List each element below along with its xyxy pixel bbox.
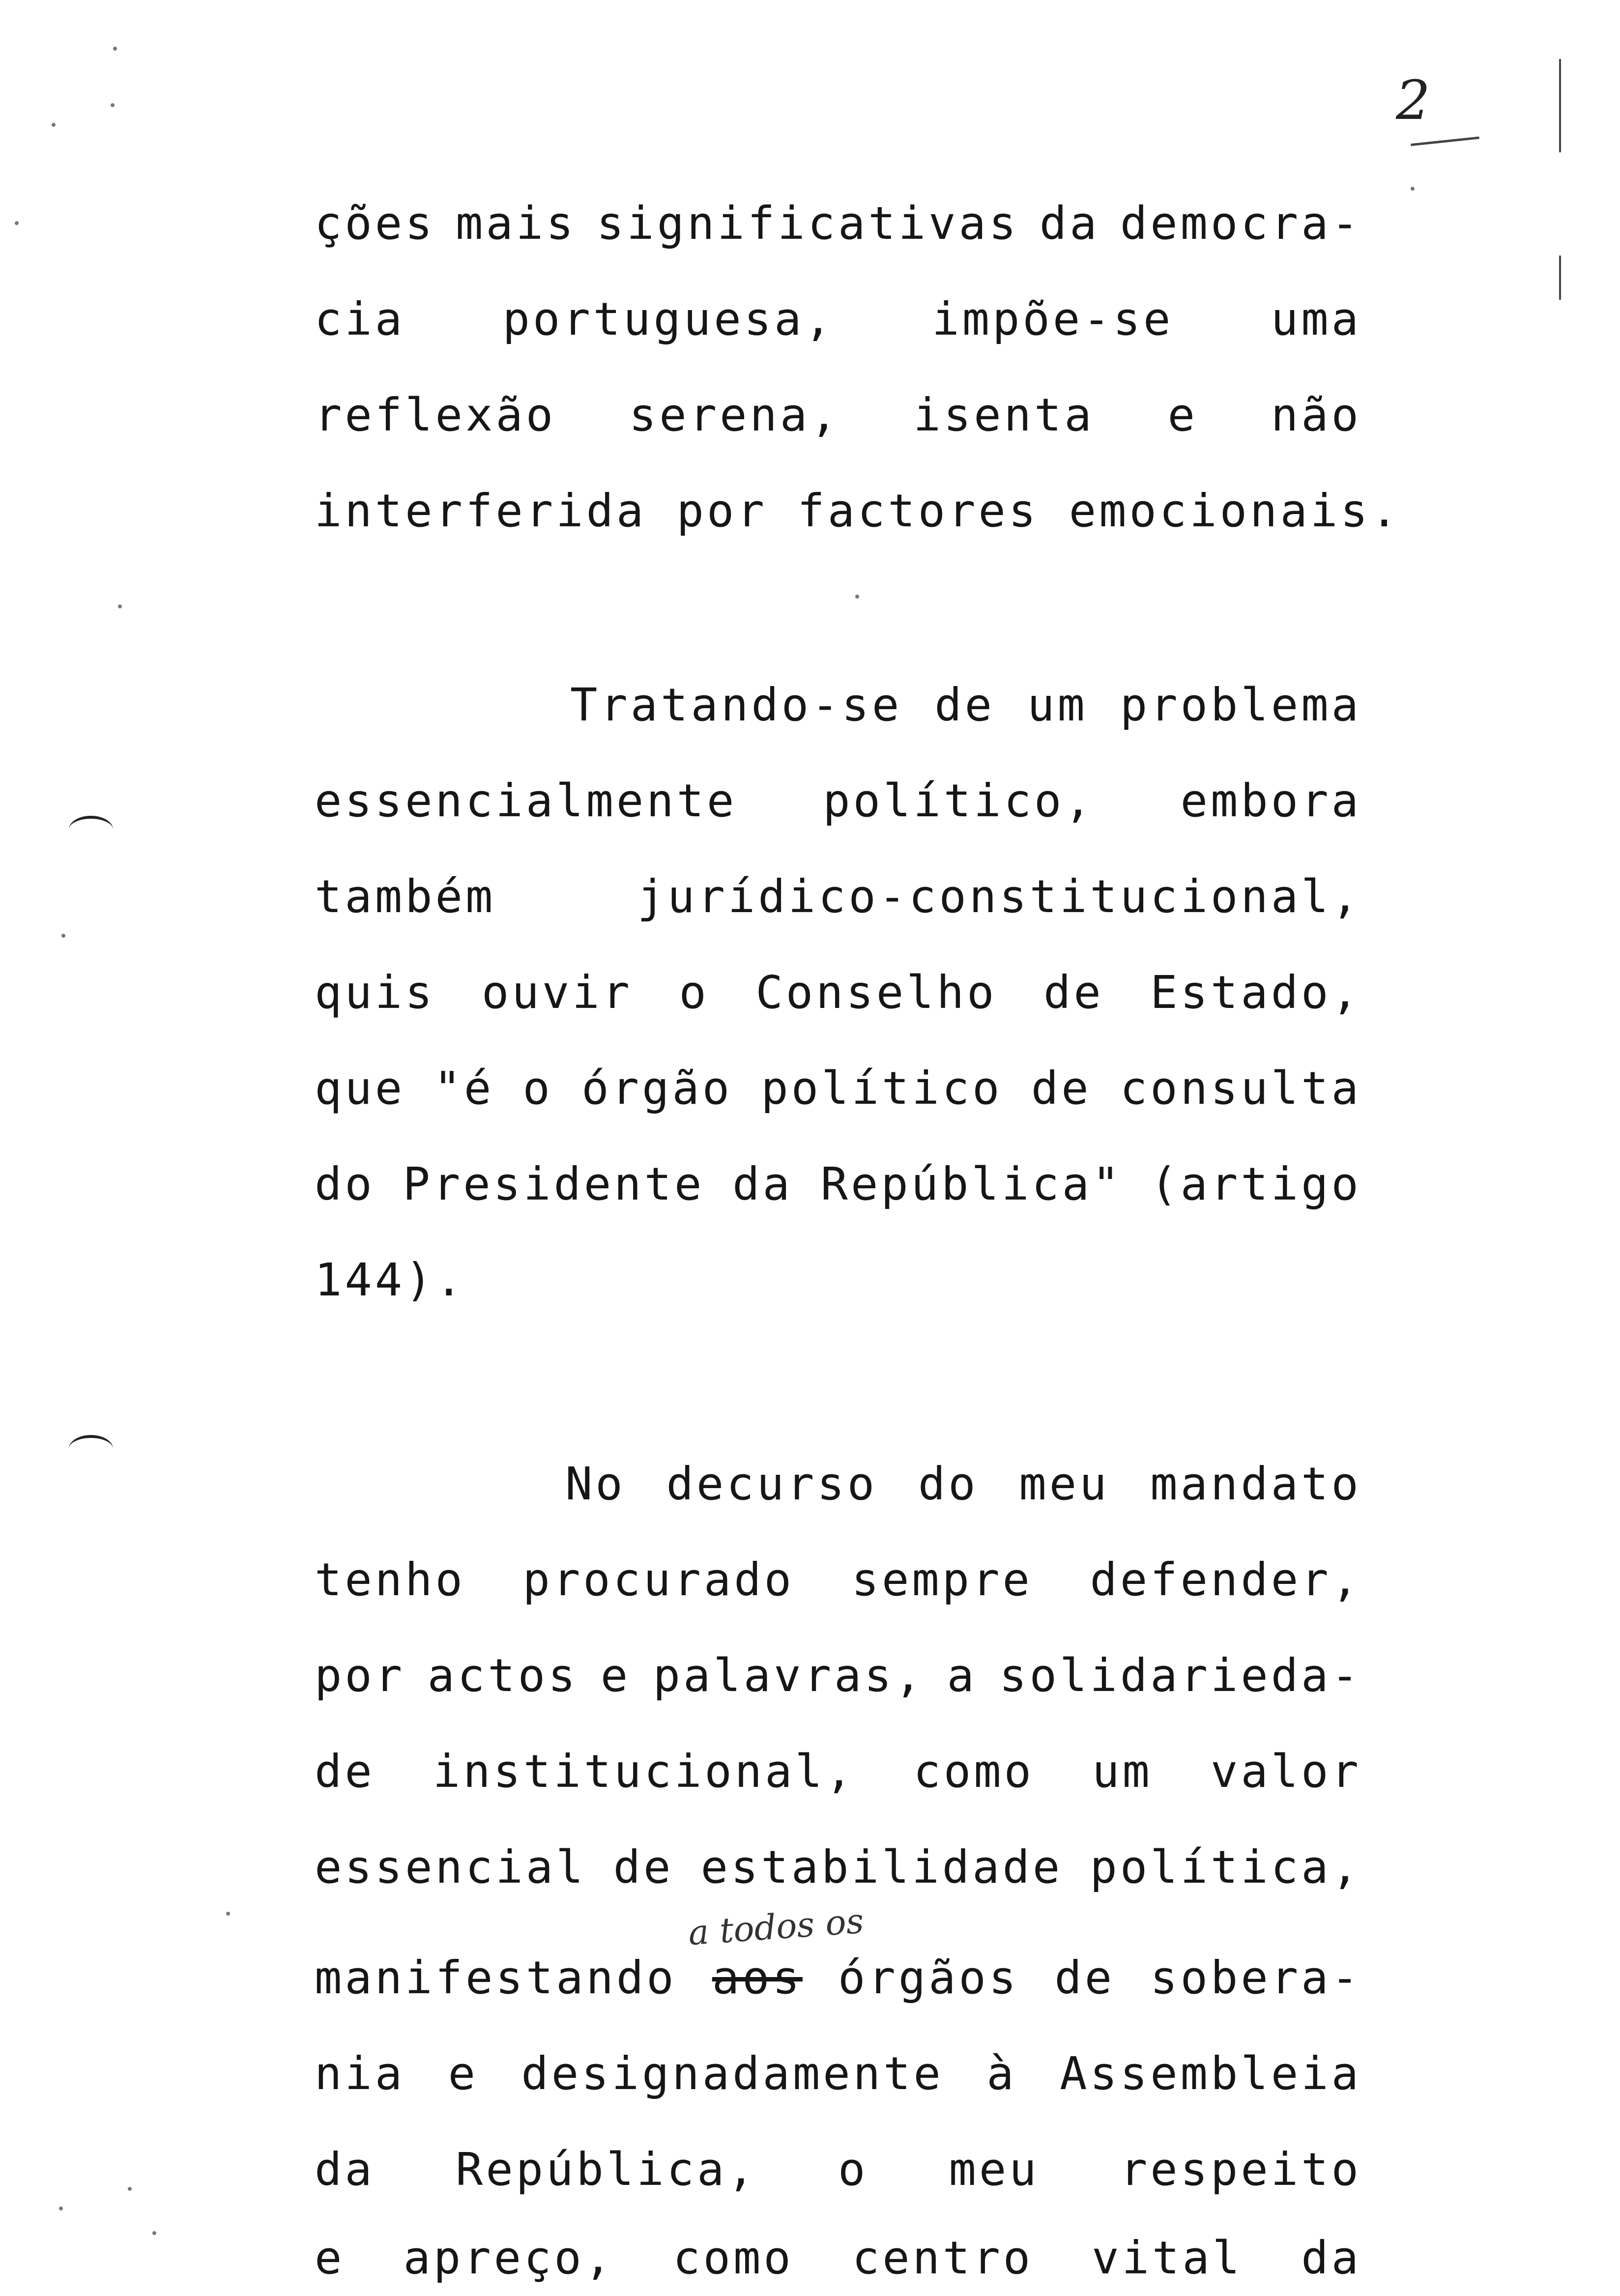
scan-speck: [855, 595, 859, 599]
word: ouvir: [482, 966, 633, 1019]
word: do: [918, 1458, 979, 1510]
word: e: [600, 1649, 631, 1702]
word: da: [315, 2143, 375, 2196]
word: do: [315, 1158, 375, 1210]
word: procurado: [522, 1553, 795, 1606]
text-line: [315, 287, 1361, 351]
word: apreço,: [403, 2232, 615, 2284]
word: Assembleia: [1060, 2047, 1361, 2100]
word: defender,: [1090, 1553, 1361, 1606]
text-line: [315, 1057, 1361, 1120]
text-line: [570, 673, 1361, 737]
word: actos: [427, 1649, 579, 1702]
word: cia: [315, 293, 405, 345]
scan-speck: [15, 221, 19, 225]
word: Tratando-se: [570, 679, 902, 731]
text-line: [315, 479, 1401, 543]
word: por: [315, 1649, 405, 1702]
word: 144).: [315, 1254, 465, 1306]
scan-speck: [61, 934, 65, 938]
word: jurídico-constitucional,: [637, 870, 1361, 923]
word: No: [565, 1458, 626, 1510]
word: quis: [315, 966, 435, 1019]
word: problema: [1120, 679, 1361, 731]
margin-arc: [69, 816, 113, 843]
text-line: [565, 1452, 1361, 1516]
word: de: [315, 1745, 375, 1798]
word: como: [913, 1745, 1035, 1798]
word: um: [1092, 1745, 1153, 1798]
word: o: [838, 2143, 868, 2196]
word: de: [1043, 966, 1104, 1019]
word: República,: [455, 2143, 757, 2196]
word: que: [315, 1062, 405, 1115]
word: serena,: [629, 389, 840, 441]
text-line: [315, 1836, 1361, 1899]
scan-speck: [113, 47, 117, 51]
word: sempre: [851, 1553, 1033, 1606]
scan-speck: [52, 123, 56, 127]
word: portuguesa,: [502, 293, 835, 345]
text-line: [315, 961, 1361, 1025]
text-line: [315, 2226, 1361, 2290]
word: interferida por factores emocionais.: [315, 485, 1401, 537]
word: de: [1031, 1062, 1092, 1115]
word: aos: [712, 1952, 803, 2004]
word: como: [673, 2232, 794, 2284]
word: Presidente: [403, 1158, 705, 1210]
word: ções: [315, 197, 435, 250]
text-line: [315, 2042, 1361, 2106]
word: decurso: [666, 1458, 878, 1510]
word: também: [315, 870, 496, 923]
word: uma: [1271, 293, 1361, 345]
word: institucional,: [433, 1745, 856, 1798]
word: centro: [852, 2232, 1034, 2284]
text-line: [315, 769, 1361, 833]
word: vital: [1092, 2232, 1243, 2284]
word: solidarieda-: [999, 1649, 1361, 1702]
word: órgãos: [838, 1952, 1019, 2004]
text-line: [315, 1548, 1361, 1612]
text-line: [315, 383, 1361, 447]
text-line: [315, 1644, 1361, 1708]
word: palavras,: [653, 1649, 925, 1702]
page-number: 2: [1396, 69, 1430, 132]
word: e: [1167, 389, 1198, 441]
edge-mark: [1559, 59, 1561, 152]
word: o: [522, 1062, 553, 1115]
word: "é: [434, 1062, 494, 1115]
word: mais: [455, 197, 577, 250]
handwritten-annotation: a todos os: [687, 1900, 865, 1953]
word: nia: [315, 2047, 405, 2100]
word: mandato: [1150, 1458, 1361, 1510]
word: de: [613, 1841, 674, 1894]
text-line: [315, 2138, 1361, 2202]
margin-arc: [69, 1435, 113, 1463]
word: Conselho: [755, 966, 997, 1019]
word: e: [315, 2232, 345, 2284]
scan-speck: [226, 1912, 230, 1916]
scan-speck: [59, 2207, 63, 2210]
scan-speck: [111, 103, 115, 107]
word: embora: [1180, 775, 1361, 827]
word: República": [820, 1158, 1123, 1210]
word: da: [732, 1158, 793, 1210]
word: à: [986, 2047, 1017, 2100]
word: isenta: [913, 389, 1095, 441]
word: política,: [1090, 1841, 1361, 1894]
word: manifestando: [315, 1952, 677, 2004]
word: e: [448, 2047, 478, 2100]
word: a: [947, 1649, 977, 1702]
word: respeito: [1120, 2143, 1361, 2196]
word: reflexão: [315, 389, 556, 441]
word: da: [1301, 2232, 1361, 2284]
word: (artigo: [1150, 1158, 1361, 1210]
word: tenho: [315, 1553, 465, 1606]
text-line: [315, 865, 1361, 929]
word: estabilidade: [700, 1841, 1063, 1894]
text-line: [315, 1248, 1361, 1312]
scan-speck: [118, 604, 122, 608]
text-line: [315, 1152, 1361, 1216]
word: não: [1271, 389, 1361, 441]
word: Estado,: [1150, 966, 1361, 1019]
word: impõe-se: [932, 293, 1174, 345]
word: significativas: [596, 197, 1019, 250]
word: meu: [1019, 1458, 1110, 1510]
word: democra-: [1120, 197, 1361, 250]
word: um: [1027, 679, 1088, 731]
word: designadamente: [521, 2047, 944, 2100]
word: órgão: [581, 1062, 733, 1115]
text-line: [315, 1946, 1361, 2010]
word: da: [1039, 197, 1100, 250]
word: valor: [1211, 1745, 1361, 1798]
text-line: [315, 1740, 1361, 1804]
scan-speck: [128, 2187, 132, 2191]
word: meu: [949, 2143, 1040, 2196]
word: o: [679, 966, 709, 1019]
word: essencialmente: [315, 775, 737, 827]
text-line: [315, 192, 1361, 256]
edge-mark: [1559, 256, 1561, 300]
word: político,: [823, 775, 1095, 827]
scan-speck: [152, 2231, 156, 2235]
word: de: [934, 679, 995, 731]
word: essencial: [315, 1841, 586, 1894]
scan-speck: [1411, 187, 1415, 191]
word: político: [761, 1062, 1003, 1115]
page-number-underline: [1411, 137, 1479, 146]
word: sobera-: [1150, 1952, 1361, 2004]
word: consulta: [1120, 1062, 1361, 1115]
word: de: [1054, 1952, 1115, 2004]
